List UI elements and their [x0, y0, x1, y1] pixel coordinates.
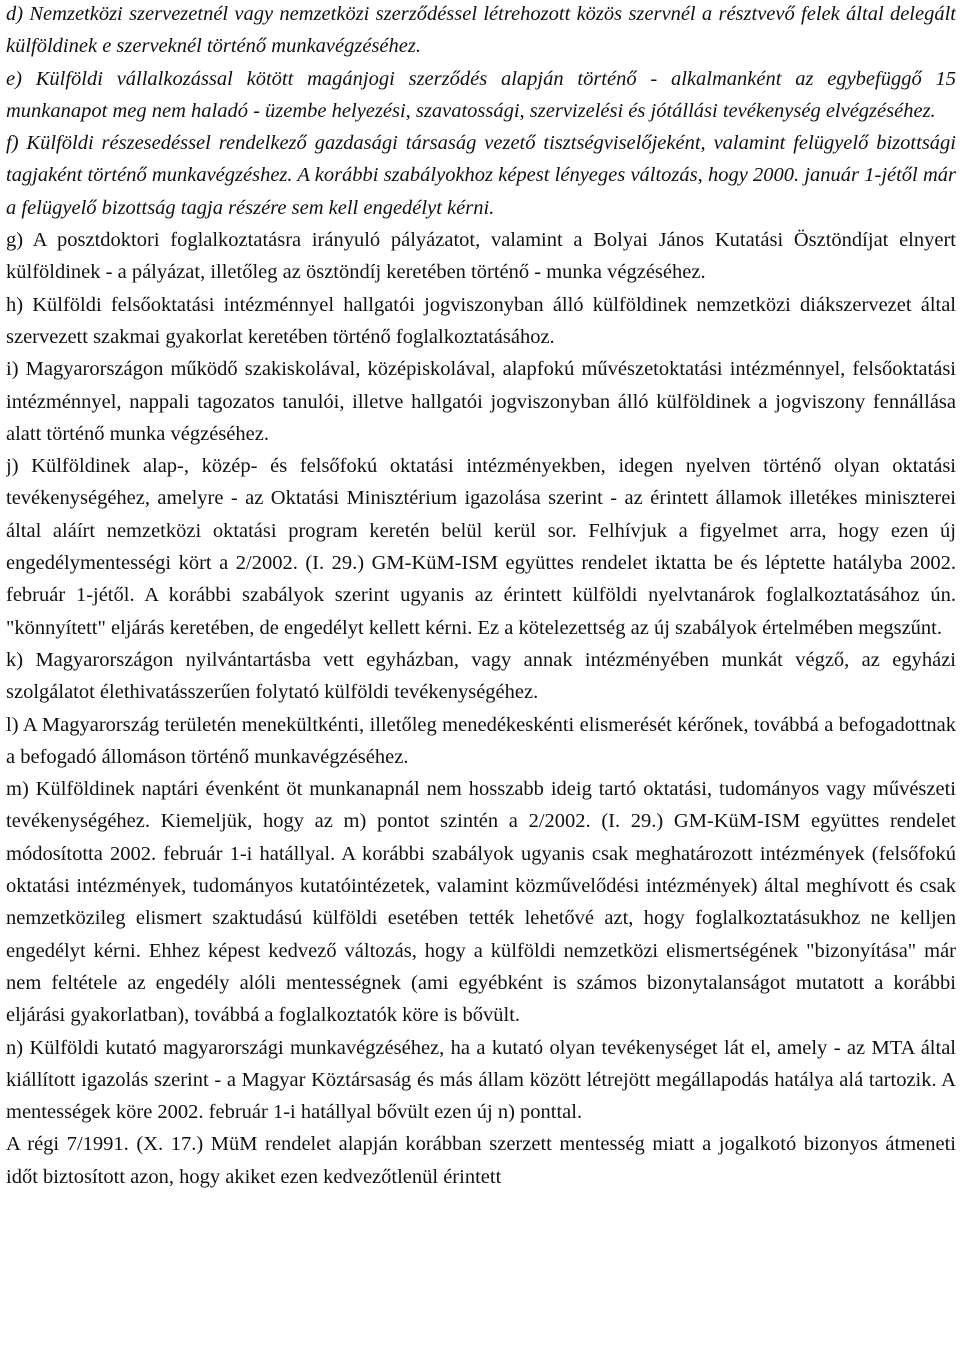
paragraph-k: k) Magyarországon nyilvántartásba vett egyházban, vagy annak intézményében munkát végző, az egyházi szolgálatot élethivatásszerűen folytató külföldi tevékenységéhez.: [6, 648, 956, 704]
paragraph-g: g) A posztdoktori foglalkoztatásra irányuló pályázatot, valamint a Bolyai János Kutatási Ösztöndíjat elnyert külföldinek - a pályázat, illetőleg az ösztöndíj keretében történő - munka végzéséhez.: [6, 229, 956, 284]
paragraph-l: l) A Magyarország területén menekültkénti, illetőleg menedékeskénti elismerését kérőnek, továbbá a befogadottnak a befogadó állomáson történő munkavégzéséhez.: [6, 713, 956, 768]
paragraph-tail: A régi 7/1991. (X. 17.) MüM rendelet alapján korábban szerzett mentesség miatt a jogalkotó bizonyos átmeneti időt biztosított azon, hogy akiket ezen kedvezőtlenül érintett: [6, 1133, 956, 1188]
paragraph-h: h) Külföldi felsőoktatási intézménnyel hallgatói jogviszonyban álló külföldinek nemzetközi diákszervezet által szervezett szakmai gyakorlat keretében történő foglalkoztatásához.: [6, 293, 956, 348]
paragraph-i: i) Magyarországon működő szakiskolával, középiskolával, alapfokú művészetoktatási intézménnyel, felsőoktatási intézménnyel, nappali tagozatos tanulói, illetve hallgatói jogviszonyban álló külföldinek a jogviszony fennállása alatt történő munka végzéséhez.: [6, 358, 956, 445]
paragraph-d: d) Nemzetközi szervezetnél vagy nemzetközi szerződéssel létrehozott közös szervnél a résztvevő felek által delegált külföldinek e szerveknél történő munkavégzéséhez.: [6, 3, 956, 58]
paragraph-f: f) Külföldi részesedéssel rendelkező gazdasági társaság vezető tisztségviselőjeként, valamint felügyelő bizottsági tagjaként történő munkavégzéshez. A korábbi szabályokhoz képest lényeges változás, hogy 2000. január 1-jétől már a felügyelő bizottság tagja részére sem kell engedélyt kérni.: [6, 132, 956, 219]
paragraph-e: e) Külföldi vállalkozással kötött magánjogi szerződés alapján történő - alkalmanként az egybefüggő 15 munkanapot meg nem haladó - üzembe helyezési, szavatossági, szervizelési és jótállási tevékenység elvégzéséhez.: [6, 67, 956, 122]
paragraph-n: n) Külföldi kutató magyarországi munkavégzéséhez, ha a kutató olyan tevékenységet lát el, amely - az MTA által kiállított igazolás szerint - a Magyar Köztársaság és más állam között létrejött megállapodás hatálya alá tartozik. A mentességek köre 2002. február 1-i hatállyal bővült ezen új n) ponttal.: [6, 1036, 956, 1124]
document-page: [6, 0, 956, 1370]
paragraph-j: j) Külföldinek alap-, közép- és felsőfokú oktatási intézményekben, idegen nyelven történő olyan oktatási tevékenységéhez, amelyre - az Oktatási Minisztérium igazolása szerint - az érintett államok illetékes miniszterei által aláírt nemzetközi oktatási program keretén belül kerül sor. Felhívjuk a figyelmet arra, hogy ezen új engedélymentességi kört a 2/2002. (I. 29.) GM-KüM-ISM együttes rendelet iktatta be és léptette hatályba 2002. február 1-jétől. A korábbi szabályok szerint ugyanis az érintett külföldi nyelvtanárok foglalkoztatásához ún. "könnyített" eljárás keretében, de engedélyt kellett kérni. Ez a kötelezettség az új szabályok értelmében megszűnt.: [6, 455, 956, 639]
paragraph-m: m) Külföldinek naptári évenként öt munkanapnál nem hosszabb ideig tartó oktatási, tudományos vagy művészeti tevékenységéhez. Kiemeljük, hogy az m) pontot szintén a 2/2002. (I. 29.) GM-KüM-ISM együttes rendelet módosította 2002. február 1-i hatállyal. A korábbi szabályok ugyanis csak meghatározott intézmények (felsőfokú oktatási intézmények, tudományos kutatóintézetek, valamint közművelődési intézmények) által meghívott és csak nemzetközileg elismert szaktudású külföldi esetében tették lehetővé azt, hogy foglalkoztatásukhoz ne kelljen engedélyt kérni. Ehhez képest kedvező változás, hogy a külföldi nemzetközi elismertségének "bizonyítása" már nem feltétele az engedély alóli mentességnek (ami egyébként is számos bizonytalanságot mutatott a korábbi eljárási gyakorlatban), továbbá a foglalkoztatók köre is bővült.: [6, 778, 956, 1027]
